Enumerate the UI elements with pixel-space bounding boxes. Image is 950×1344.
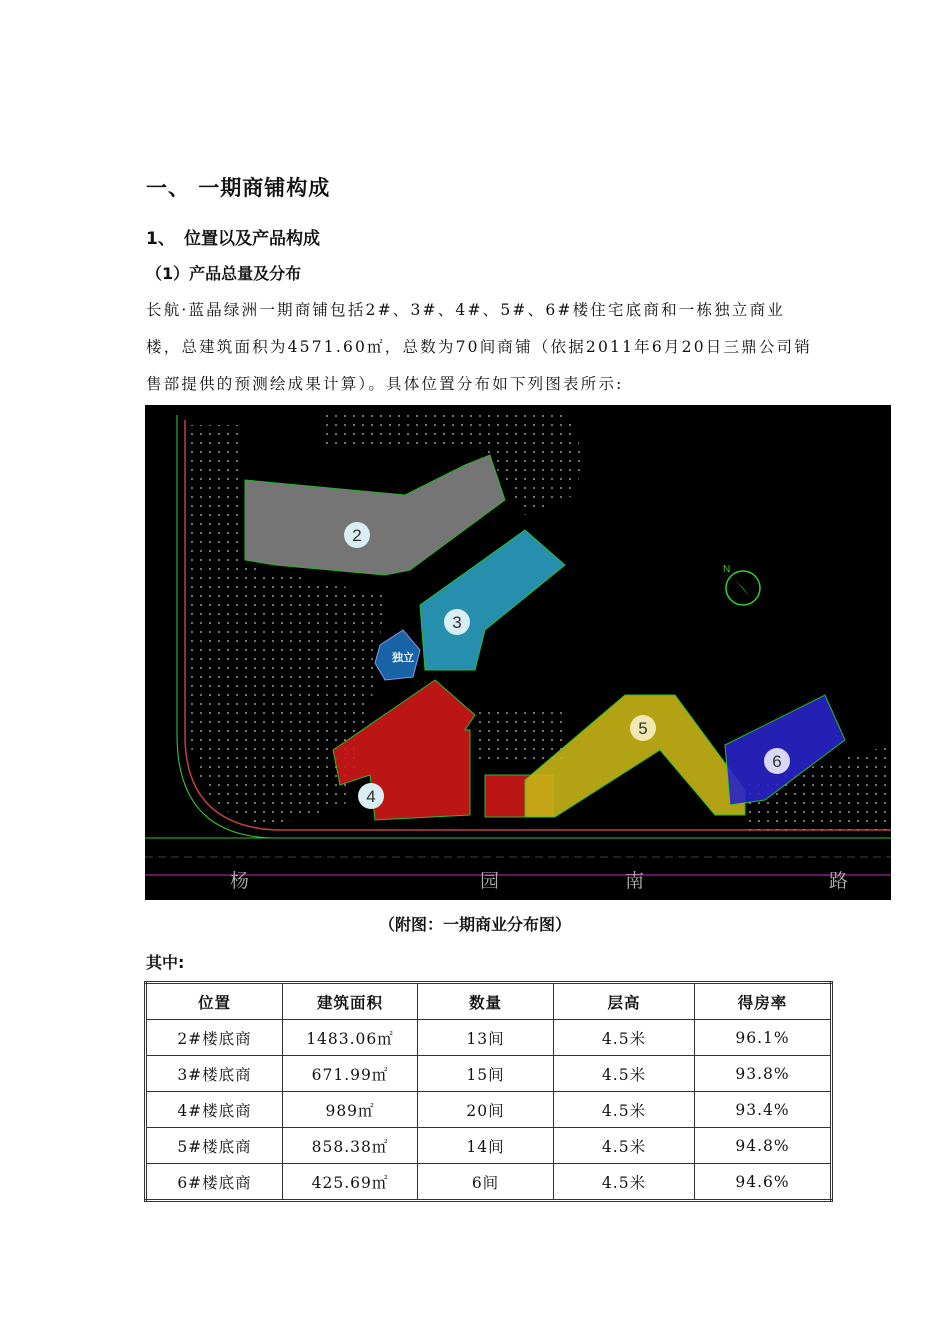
cell-floor-height: 4.5米 [554, 1092, 695, 1128]
cell-location: 6#楼底商 [146, 1164, 283, 1201]
cell-efficiency: 96.1% [695, 1020, 832, 1056]
column-header-area: 建筑面积 [283, 983, 418, 1020]
body-paragraph: 长航·蓝晶绿洲一期商铺包括2#、3#、4#、5#、6#楼住宅底商和一栋独立商业楼，总建筑面积为4571.60㎡，总数为70间商铺（依据2011年6月20日三鼎公司销售部提供的预测绘成果计算）。具体位置分布如下列图表所示: [146, 301, 812, 393]
table-row [146, 1020, 832, 1056]
building-2 [245, 455, 505, 575]
cell-area: 1483.06㎡ [283, 1020, 418, 1056]
column-header-location: 位置 [146, 983, 283, 1020]
building-3 [420, 530, 565, 670]
cell-area: 989㎡ [283, 1092, 418, 1128]
cell-count: 20间 [418, 1092, 554, 1128]
figure-caption: （附图：一期商业分布图） [378, 915, 571, 934]
site-plan-drawing [145, 405, 891, 900]
badge-4 [358, 783, 384, 809]
badge-6-label: 6 [772, 752, 782, 771]
cell-efficiency: 94.8% [695, 1128, 832, 1164]
cell-area: 858.38㎡ [283, 1128, 418, 1164]
cell-efficiency: 94.6% [695, 1164, 832, 1201]
badge-2-label: 2 [352, 526, 362, 545]
subsubsection-heading: （1）产品总量及分布 [146, 264, 302, 283]
shop-summary-table [144, 981, 833, 1202]
cell-area: 425.69㎡ [283, 1164, 418, 1201]
cell-location: 4#楼底商 [146, 1092, 283, 1128]
north-arrow-icon [723, 564, 760, 605]
cell-location: 3#楼底商 [146, 1056, 283, 1092]
independent-label: 独立 [392, 651, 414, 664]
subsection-number: 1、 [146, 229, 175, 249]
cell-efficiency: 93.8% [695, 1056, 832, 1092]
cell-count: 15间 [418, 1056, 554, 1092]
cell-location: 5#楼底商 [146, 1128, 283, 1164]
subsection-heading [146, 224, 320, 249]
cell-count: 14间 [418, 1128, 554, 1164]
table-row [146, 1164, 832, 1201]
column-header-floor-height: 层高 [554, 983, 695, 1020]
road-char-3: 南 [625, 870, 645, 892]
north-label: N [723, 564, 731, 575]
road-char-4: 路 [829, 870, 849, 892]
table-row [146, 1056, 832, 1092]
among-label: 其中: [146, 953, 185, 972]
subsection-title: 位置以及产品构成 [184, 229, 320, 249]
road-char-1: 杨 [230, 870, 250, 892]
badge-3-label: 3 [452, 613, 462, 632]
site-plan-figure [145, 405, 891, 900]
road-char-2: 园 [480, 870, 500, 892]
cell-floor-height: 4.5米 [554, 1056, 695, 1092]
cell-efficiency: 93.4% [695, 1092, 832, 1128]
column-header-efficiency: 得房率 [695, 983, 832, 1020]
badge-5-label: 5 [638, 719, 648, 738]
column-header-count: 数量 [418, 983, 554, 1020]
section-heading: 一、 一期商铺构成 [146, 176, 331, 200]
badge-5 [630, 715, 656, 741]
cell-floor-height: 4.5米 [554, 1020, 695, 1056]
cell-location: 2#楼底商 [146, 1020, 283, 1056]
cell-count: 13间 [418, 1020, 554, 1056]
green-zone-center [475, 705, 565, 765]
badge-3 [444, 609, 470, 635]
table-header-row [146, 983, 832, 1020]
cell-area: 671.99㎡ [283, 1056, 418, 1092]
badge-4-label: 4 [366, 787, 376, 806]
cell-count: 6间 [418, 1164, 554, 1201]
badge-2 [344, 522, 370, 548]
cell-floor-height: 4.5米 [554, 1164, 695, 1201]
table-row [146, 1128, 832, 1164]
table-row [146, 1092, 832, 1128]
badge-6 [764, 748, 790, 774]
cell-floor-height: 4.5米 [554, 1128, 695, 1164]
